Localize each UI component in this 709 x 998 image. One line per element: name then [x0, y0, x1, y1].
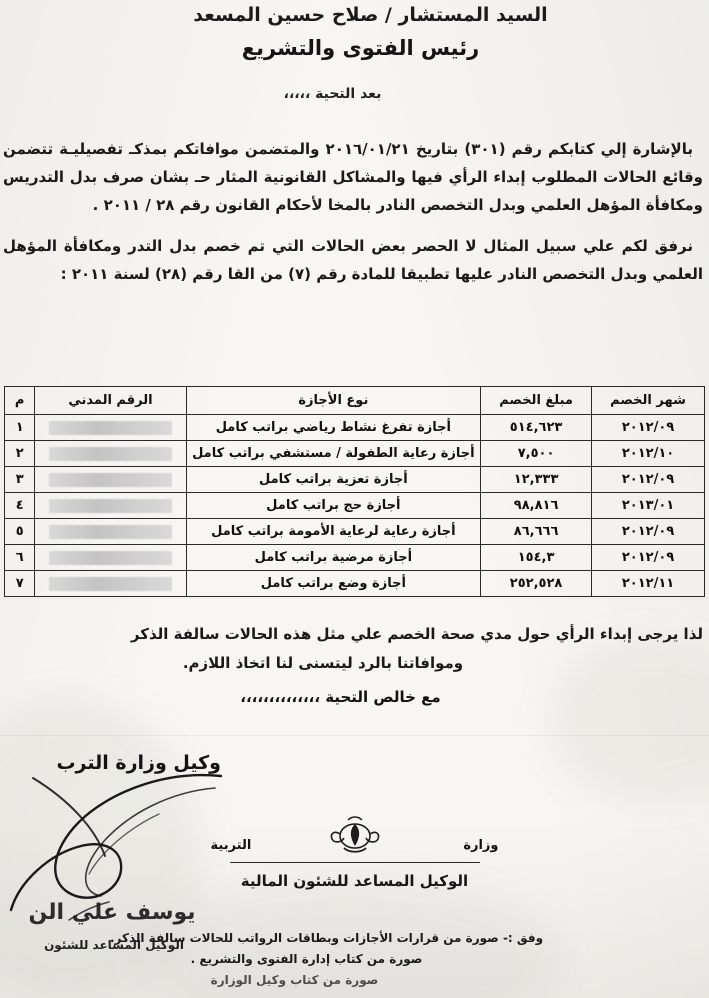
cell-amount: ٢٥٢,٥٢٨ — [481, 571, 592, 597]
signatory-title: وكيل وزارة الترب — [56, 752, 221, 774]
col-header-civil-id: الرقم المدني — [35, 387, 186, 415]
col-header-amount: مبلغ الخصم — [481, 387, 592, 415]
ministry-word-right: وزارة — [463, 838, 499, 853]
cell-no: ٦ — [5, 545, 35, 571]
cell-month: ٢٠١٢/٠٩ — [592, 545, 705, 571]
closing-block — [3, 620, 703, 677]
cell-no: ٢ — [5, 441, 35, 467]
table-row — [5, 493, 705, 519]
paper-crease — [0, 735, 709, 736]
cell-no: ٥ — [5, 519, 35, 545]
table-row — [5, 571, 705, 597]
table-row — [5, 467, 705, 493]
regards-line: مع خالص التحية ،،،،،،،،،،،،،، — [240, 688, 441, 706]
cell-month: ٢٠١٢/١٠ — [592, 441, 705, 467]
cell-leave-type: أجازة تفرغ نشاط رياضي براتب كامل — [186, 415, 481, 441]
cell-leave-type: أجازة مرضية براتب كامل — [186, 545, 481, 571]
cell-civil-id — [35, 493, 186, 519]
cell-amount: ٩٨,٨١٦ — [481, 493, 592, 519]
ministry-underline — [230, 862, 480, 863]
ministry-role: الوكيل المساعد للشئون المالية — [240, 872, 469, 890]
redaction-bar — [49, 421, 171, 435]
body-paragraph-1: بالإشارة إلي كتابكم رقم (٣٠١) بتاريخ ٢٠١٦/٠١/٢١ والمتضمن موافاتكم بمذكـ تفصيليـة تتضمن وقائع الحالات المطلوب إبداء الرأي فيها والمشاكل القانونية المثار حـ بشان صرف بدل التدريس ومكافأة المؤهل العلمي وبدل التخصص النادر بالمخا لأحكام القانون رقم ٢٨ / ٢٠١١ . — [3, 140, 703, 214]
cell-leave-type: أجازة وضع براتب كامل — [186, 571, 481, 597]
signatory-subtitle: الوكيل المساعد للشئون — [44, 938, 184, 952]
table-row — [5, 545, 705, 571]
footer-notes — [0, 928, 709, 991]
body-paragraph-2: نرفق لكم علي سبيل المثال لا الحصر بعض الحالات التي تم خصم بدل التدر ومكافأة المؤهل العلمي وبدل التخصص النادر عليها تطبيقا للمادة رقم (٧) من القا رقم (٢٨) لسنة ٢٠١١ : — [3, 237, 703, 283]
cell-month: ٢٠١٢/١١ — [592, 571, 705, 597]
table-row — [5, 519, 705, 545]
closing-line-2: وموافاتنا بالرد ليتسنى لنا اتخاذ اللازم. — [182, 653, 464, 672]
cell-amount: ٨٦,٦٦٦ — [481, 519, 592, 545]
cell-no: ٧ — [5, 571, 35, 597]
footer-line-1: وفق :- صورة من قرارات الأجازات وبطاقات الرواتب للحالات سالفة الذكر. — [109, 931, 544, 945]
signature-block-left — [12, 752, 227, 774]
greeting-line: بعد التحية ،،،،، — [283, 86, 382, 102]
redaction-bar — [49, 447, 171, 461]
cell-civil-id — [35, 519, 186, 545]
letter-header — [16, 4, 693, 60]
deductions-table-wrapper — [4, 386, 705, 597]
cell-no: ١ — [5, 415, 35, 441]
cell-amount: ٧,٥٠٠ — [481, 441, 592, 467]
redaction-bar — [49, 525, 171, 539]
cell-no: ٣ — [5, 467, 35, 493]
cell-leave-type: أجازة رعاية لرعاية الأمومة براتب كامل — [186, 519, 481, 545]
cell-amount: ١٢,٣٣٣ — [481, 467, 592, 493]
redaction-bar — [49, 577, 171, 591]
cell-month: ٢٠١٣/٠١ — [592, 493, 705, 519]
col-header-no: م — [5, 387, 35, 415]
closing-line-1: لذا يرجى إبداء الرأي حول مدي صحة الخصم علي مثل هذه الحالات سالفة الذكر — [130, 625, 703, 643]
addressee-title: رئيس الفتوى والتشريع — [241, 36, 480, 60]
cell-civil-id — [35, 545, 186, 571]
cell-month: ٢٠١٢/٠٩ — [592, 467, 705, 493]
col-header-leave-type: نوع الأجازة — [186, 387, 481, 415]
signatory-name: يوسف علي الن — [28, 900, 196, 925]
cell-month: ٢٠١٢/٠٩ — [592, 415, 705, 441]
cell-amount: ٥١٤,٦٢٣ — [481, 415, 592, 441]
cell-civil-id — [35, 441, 186, 467]
addressee-line: السيد المستشار / صلاح حسين المسعد — [193, 4, 548, 26]
cell-no: ٤ — [5, 493, 35, 519]
ministry-word-left: التربية — [210, 838, 252, 853]
cell-civil-id — [35, 415, 186, 441]
table-row — [5, 415, 705, 441]
table-row — [5, 441, 705, 467]
table-header-row — [5, 387, 705, 415]
cell-civil-id — [35, 571, 186, 597]
cell-leave-type: أجازة حج براتب كامل — [186, 493, 481, 519]
letter-body — [3, 136, 703, 303]
cell-leave-type: أجازة رعاية الطفولة / مستشفي براتب كامل — [186, 441, 481, 467]
cell-leave-type: أجازة تعزية براتب كامل — [186, 467, 481, 493]
ministry-emblem-row — [205, 812, 505, 868]
redaction-bar — [49, 551, 171, 565]
cell-month: ٢٠١٢/٠٩ — [592, 519, 705, 545]
cell-civil-id — [35, 467, 186, 493]
col-header-month: شهر الخصم — [592, 387, 705, 415]
footer-line-3: صورة من كتاب وكيل الوزارة — [210, 973, 379, 987]
table-body — [5, 415, 705, 597]
deductions-table — [4, 386, 705, 597]
ministry-block — [0, 812, 709, 890]
redaction-bar — [49, 473, 171, 487]
kuwait-emblem-icon — [326, 812, 384, 864]
paper-crease — [0, 598, 709, 599]
cell-amount: ١٥٤,٣ — [481, 545, 592, 571]
redaction-bar — [49, 499, 171, 513]
footer-line-2: صورة من كتاب إدارة الفتوى والتشريع . — [190, 952, 423, 966]
